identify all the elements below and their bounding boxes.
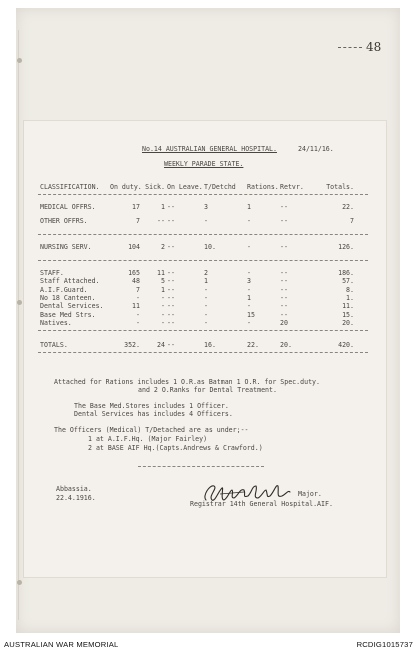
report-heading: No.14 AUSTRALIAN GENERAL HOSPITAL.: [142, 145, 277, 153]
totals-cell: 420.: [338, 341, 354, 350]
table-cell: 22.: [342, 203, 354, 211]
table-cell: -: [161, 310, 165, 319]
totals-cell: --: [167, 341, 175, 350]
table-cell: 8.: [346, 285, 354, 294]
folio-dash: [338, 47, 362, 48]
totals-cell: 24: [157, 341, 165, 350]
table-cell: -: [204, 285, 208, 294]
note-line: The Officers (Medical) T/Detached are as under;--: [54, 426, 249, 434]
table-cell: -: [247, 243, 251, 251]
table-cell: 2: [204, 269, 208, 277]
table-cell: 57.: [342, 277, 354, 286]
table-cell: 11: [132, 302, 140, 311]
table-cell: 1.: [346, 293, 354, 302]
row-label: Natives.: [40, 318, 72, 327]
table-cell: -: [247, 217, 251, 225]
totals-cell: 16.: [204, 341, 216, 350]
column-header: Retvr.: [280, 183, 304, 191]
table-cell: 1: [247, 293, 251, 302]
note-line: Dental Services has includes 4 Officers.: [74, 410, 233, 418]
column-header: On Leave.: [167, 183, 203, 191]
punch-hole: [17, 580, 22, 585]
note-line: Attached for Rations includes 1 O.R.as Batman 1 O.R. for Spec.duty.: [54, 378, 320, 386]
table-cell: --: [280, 293, 288, 302]
row-label: OTHER OFFRS.: [40, 217, 88, 225]
separator-line: [138, 466, 264, 467]
table-cell: 7: [136, 217, 140, 225]
row-label: Staff Attached.: [40, 277, 100, 286]
table-cell: 20: [280, 318, 288, 327]
table-cell: -: [247, 269, 251, 277]
table-cell: --: [167, 217, 175, 225]
row-label: Dental Services.: [40, 302, 104, 311]
column-header: Totals.: [326, 183, 354, 191]
table-cell: -: [204, 318, 208, 327]
row-label: A.I.F.Guard.: [40, 285, 88, 294]
note-line: 1 at A.I.F.Hq. (Major Fairley): [88, 435, 208, 443]
table-cell: --: [280, 217, 288, 225]
table-rule: [38, 234, 368, 235]
table-cell: 165: [128, 269, 140, 277]
table-cell: 11.: [342, 302, 354, 311]
table-cell: 11: [157, 269, 165, 277]
place-name: Abbassia.: [56, 485, 92, 493]
table-cell: --: [280, 203, 288, 211]
table-cell: 126.: [338, 243, 354, 251]
record-id: RCDIG1015737: [356, 640, 413, 649]
table-cell: -: [204, 217, 208, 225]
table-cell: -: [247, 285, 251, 294]
table-cell: 3: [204, 203, 208, 211]
signer-title: Registrar 14th General Hospital.AIF.: [190, 500, 333, 508]
page-edge: [18, 30, 19, 620]
table-cell: --: [280, 277, 288, 286]
table-cell: -: [136, 310, 140, 319]
table-cell: 104: [128, 243, 140, 251]
totals-cell: 20.: [280, 341, 292, 350]
table-rule: [38, 330, 368, 331]
table-cell: 2: [161, 243, 165, 251]
table-cell: --: [167, 277, 175, 286]
note-line: and 2 O.Ranks for Dental Treatment.: [138, 386, 277, 394]
report-subtitle: WEEKLY PARADE STATE.: [164, 160, 244, 168]
table-cell: 5: [161, 277, 165, 286]
table-cell: -: [204, 293, 208, 302]
table-cell: -: [136, 318, 140, 327]
table-rule: [38, 260, 368, 261]
table-cell: --: [167, 302, 175, 311]
signer-rank: Major.: [298, 490, 322, 498]
table-cell: -: [247, 302, 251, 311]
column-header: On duty.: [110, 183, 142, 191]
table-cell: --: [280, 302, 288, 311]
table-cell: 17: [132, 203, 140, 211]
table-cell: --: [167, 243, 175, 251]
table-cell: 15.: [342, 310, 354, 319]
row-label: Base Med Strs.: [40, 310, 96, 319]
column-header: CLASSIFICATION.: [40, 183, 100, 191]
table-cell: 1: [247, 203, 251, 211]
table-cell: --: [167, 269, 175, 277]
table-cell: --: [280, 285, 288, 294]
note-line: The Base Med.Stores includes 1 Officer.: [74, 402, 229, 410]
table-cell: 1: [161, 285, 165, 294]
table-cell: 1: [204, 277, 208, 286]
totals-label: TOTALS.: [40, 341, 68, 350]
table-cell: 10.: [204, 243, 216, 251]
table-cell: 186.: [338, 269, 354, 277]
table-cell: -: [204, 302, 208, 311]
table-cell: --: [167, 203, 175, 211]
row-label: MEDICAL OFFRS.: [40, 203, 96, 211]
table-cell: --: [167, 285, 175, 294]
row-label: No 18 Canteen.: [40, 293, 96, 302]
table-cell: --: [280, 243, 288, 251]
table-cell: 7: [350, 217, 354, 225]
totals-cell: 352.: [124, 341, 140, 350]
table-cell: 20.: [342, 318, 354, 327]
row-label: NURSING SERV.: [40, 243, 92, 251]
totals-cell: 22.: [247, 341, 259, 350]
table-cell: -: [161, 302, 165, 311]
archive-credit: AUSTRALIAN WAR MEMORIAL: [4, 640, 119, 649]
column-header: T/Detchd: [204, 183, 236, 191]
punch-hole: [17, 58, 22, 63]
table-cell: -: [247, 318, 251, 327]
table-cell: 15: [247, 310, 255, 319]
punch-hole: [17, 300, 22, 305]
table-cell: 3: [247, 277, 251, 286]
table-rule: [38, 194, 368, 195]
column-header: Sick.: [145, 183, 165, 191]
folio-number: 48: [366, 40, 382, 54]
row-label: STAFF.: [40, 269, 64, 277]
table-cell: 1: [161, 203, 165, 211]
report-date: 24/11/16.: [298, 145, 334, 153]
table-cell: 7: [136, 285, 140, 294]
note-line: 2 at BASE AIF Hq.(Capts.Andrews & Crawford.): [88, 444, 263, 452]
table-rule: [38, 352, 368, 353]
table-cell: --: [157, 217, 165, 225]
table-cell: -: [204, 310, 208, 319]
table-cell: --: [167, 293, 175, 302]
table-cell: --: [167, 318, 175, 327]
table-cell: -: [136, 293, 140, 302]
table-cell: -: [161, 293, 165, 302]
table-cell: --: [280, 310, 288, 319]
column-header: Rations.: [247, 183, 279, 191]
table-cell: --: [167, 310, 175, 319]
table-cell: 48: [132, 277, 140, 286]
place-date: 22.4.1916.: [56, 494, 96, 502]
table-cell: -: [161, 318, 165, 327]
table-cell: --: [280, 269, 288, 277]
